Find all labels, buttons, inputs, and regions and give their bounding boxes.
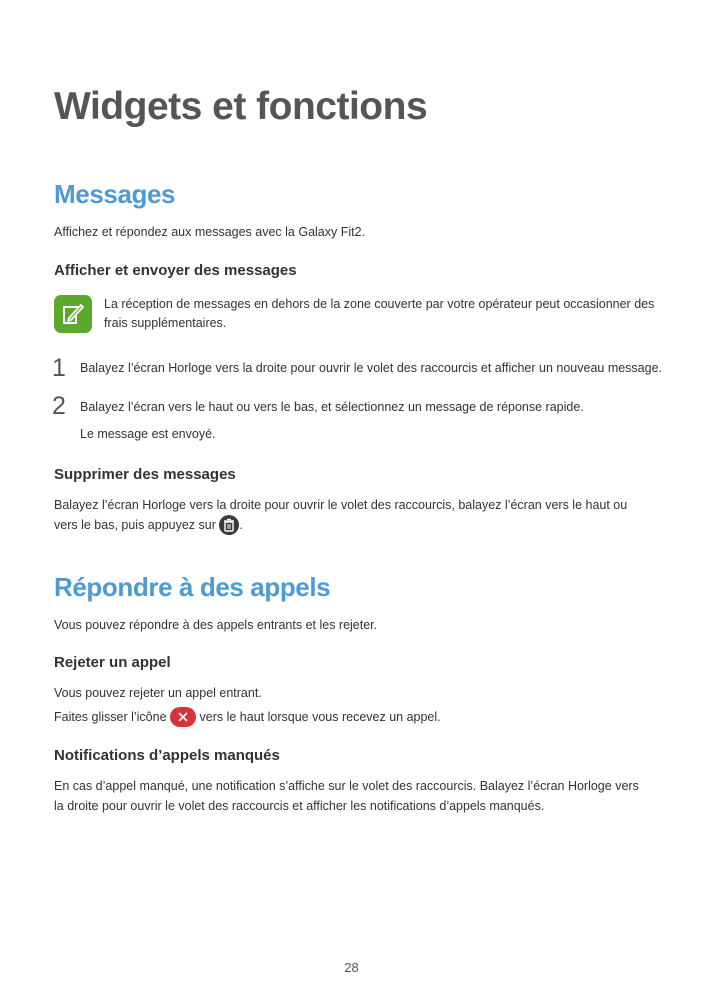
delete-text: Balayez l’écran Horloge vers la droite pour ouvrir le volet des raccourcis, balayez l’écran vers le haut ou vers le bas, puis appuyez sur bbox=[54, 498, 628, 532]
section-title-messages: Messages bbox=[54, 179, 176, 209]
reject-text-before: Faites glisser l’icône bbox=[54, 710, 167, 724]
delete-text-end: . bbox=[239, 518, 243, 532]
messages-intro: Affichez et répondez aux messages avec la Galaxy Fit2. bbox=[54, 225, 366, 239]
reject-text-after: vers le haut lorsque vous recevez un appel. bbox=[199, 710, 441, 724]
calls-intro: Vous pouvez répondre à des appels entrants et les rejeter. bbox=[54, 618, 378, 632]
note-icon bbox=[54, 295, 92, 333]
step-number-2: 2 bbox=[52, 392, 66, 420]
subheading-missed-calls: Notifications d’appels manqués bbox=[54, 747, 280, 764]
subheading-delete-messages: Supprimer des messages bbox=[54, 466, 236, 483]
step-number-1: 1 bbox=[52, 354, 66, 382]
page-title: Widgets et fonctions bbox=[54, 85, 428, 128]
missed-calls-text: En cas d’appel manqué, une notification s’affiche sur le volet des raccourcis. Balayez l’écran Horloge vers la droite pour ouvrir le volet des raccourcis et afficher les notifications d’appels manqués. bbox=[54, 779, 639, 813]
reject-line-1: Vous pouvez rejeter un appel entrant. bbox=[54, 686, 262, 700]
section-title-calls: Répondre à des appels bbox=[54, 572, 331, 602]
subheading-reject-call: Rejeter un appel bbox=[54, 654, 171, 671]
step-result: Le message est envoyé. bbox=[80, 427, 216, 441]
step-text-2: Balayez l’écran vers le haut ou vers le bas, et sélectionnez un message de réponse rapide. bbox=[80, 400, 584, 414]
page-number: 28 bbox=[344, 960, 359, 975]
note-text: La réception de messages en dehors de la zone couverte par votre opérateur peut occasionner des frais supplémentaires. bbox=[104, 297, 655, 330]
reject-call-icon bbox=[170, 707, 196, 727]
reject-line-2 bbox=[54, 707, 654, 728]
trash-icon bbox=[219, 515, 239, 535]
delete-instructions bbox=[54, 495, 650, 536]
step-text-1: Balayez l’écran Horloge vers la droite pour ouvrir le volet des raccourcis et afficher un nouveau message. bbox=[80, 361, 663, 375]
subheading-send-messages: Afficher et envoyer des messages bbox=[54, 262, 297, 279]
